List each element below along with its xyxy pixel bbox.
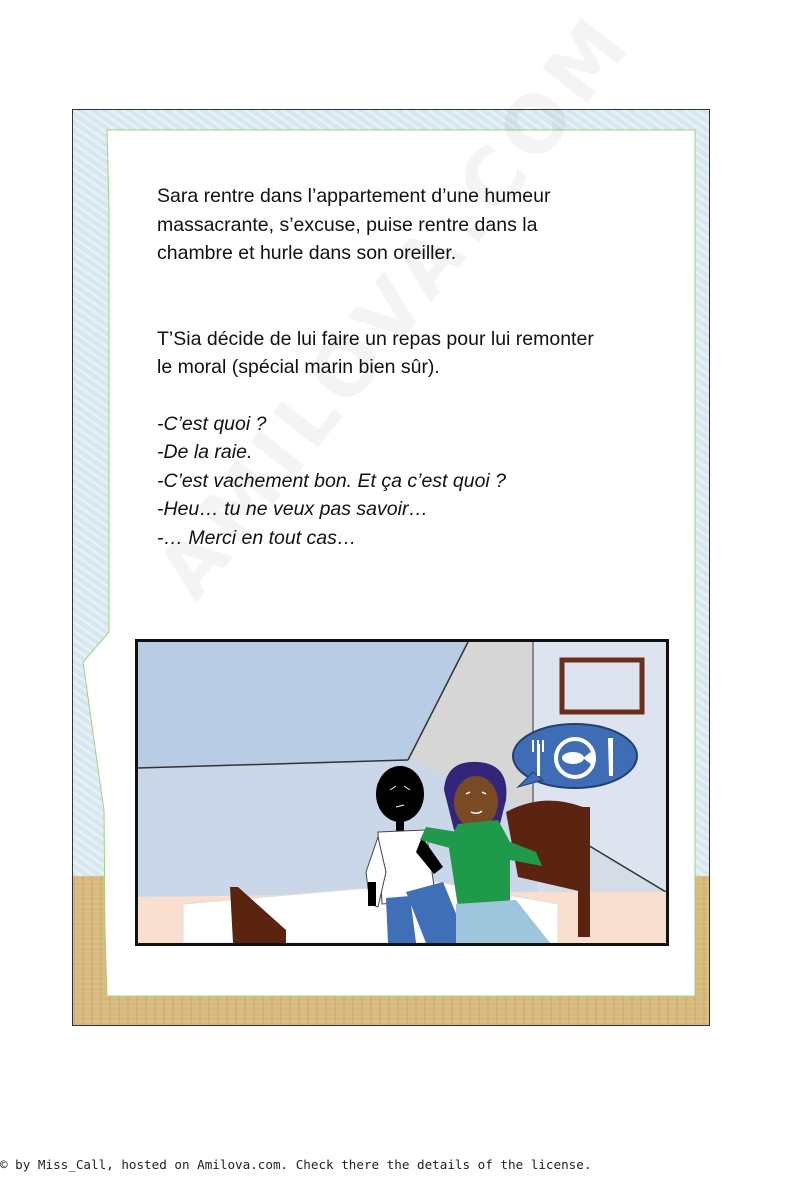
license-footer: © by Miss_Call, hosted on Amilova.com. Check there the details of the license.	[0, 1157, 592, 1172]
paragraph-2-line: T’Sia décide de lui faire un repas pour lui remonter	[157, 327, 594, 350]
dialogue-line: -… Merci en tout cas…	[157, 526, 357, 549]
bedroom-scene	[138, 642, 666, 943]
dialogue	[157, 410, 677, 553]
fish-icon	[556, 739, 594, 777]
paragraph-1-line: massacrante, s’excuse, puise rentre dans la	[157, 213, 538, 236]
paragraph-1	[157, 182, 677, 268]
dialogue-line: -Heu… tu ne veux pas savoir…	[157, 498, 428, 520]
dialogue-line: -C’est quoi ?	[157, 412, 267, 435]
paragraph-1-line: Sara rentre dans l’appartement d’une humeur	[157, 185, 551, 207]
speech-bubble	[513, 724, 637, 788]
paragraph-2	[157, 325, 677, 382]
story-text	[157, 182, 677, 552]
dialogue-line: -C’est vachement bon. Et ça c’est quoi ?	[157, 469, 507, 492]
comic-panel	[135, 639, 669, 946]
dialogue-line: -De la raie.	[157, 441, 253, 463]
paragraph-2-line: le moral (spécial marin bien sûr).	[157, 356, 440, 378]
paragraph-1-line: chambre et hurle dans son oreiller.	[157, 242, 457, 264]
